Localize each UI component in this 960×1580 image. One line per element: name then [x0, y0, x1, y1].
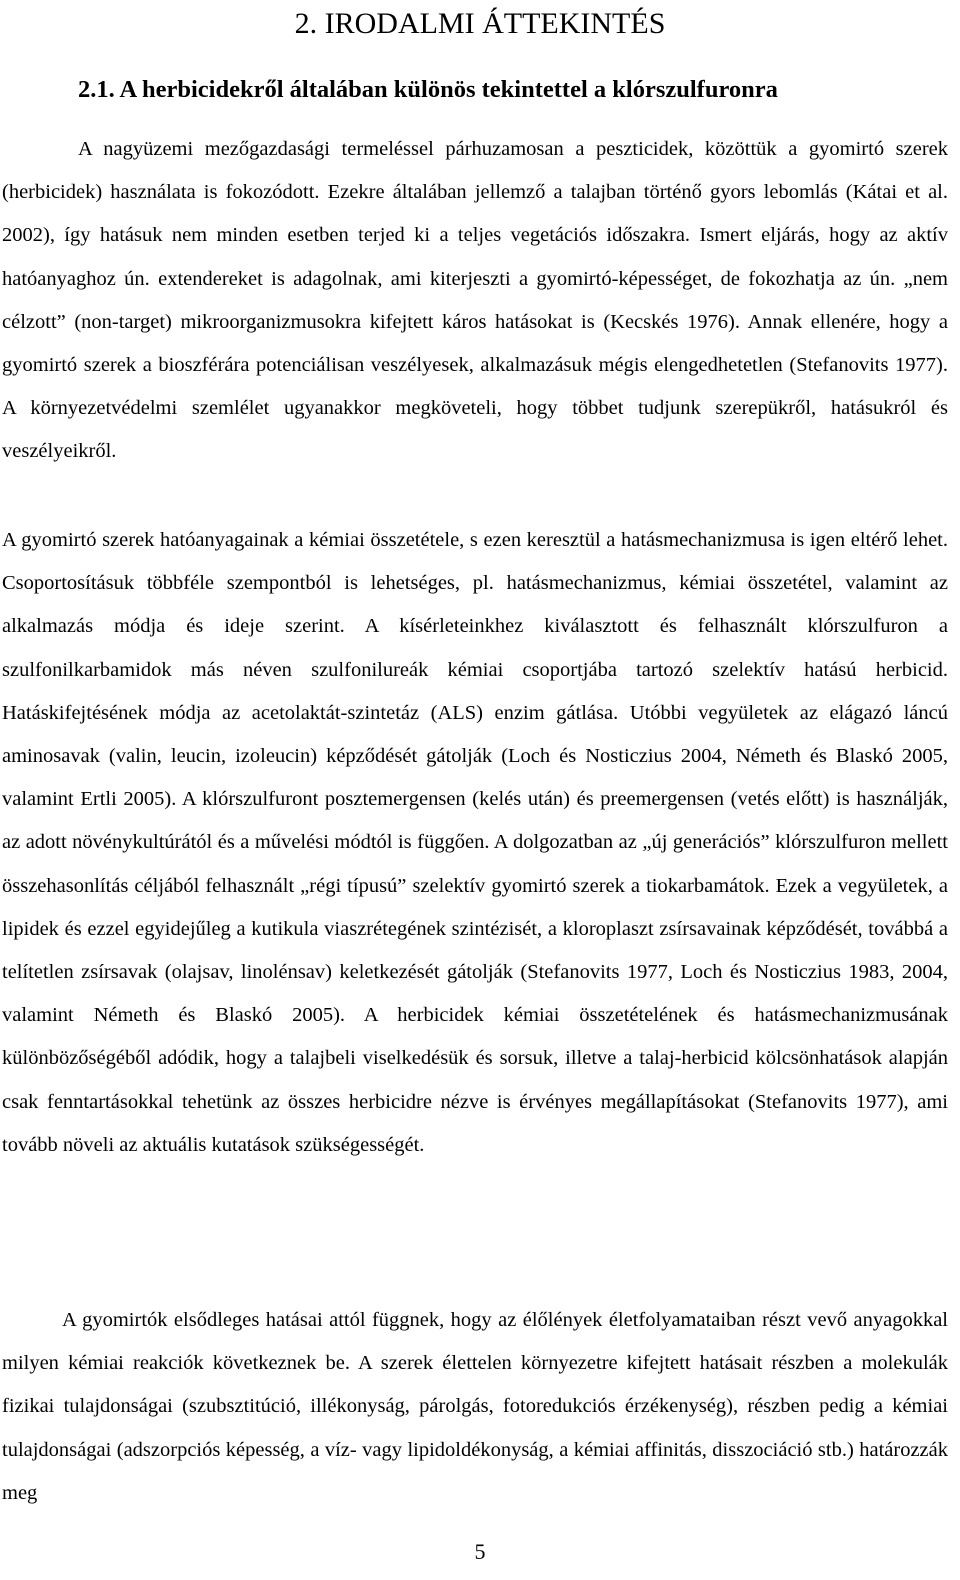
chapter-title: 2. IRODALMI ÁTTEKINTÉS: [294, 7, 666, 40]
body-paragraph: A gyomirtó szerek hatóanyagainak a kémiai összetétele, s ezen keresztül a hatásmechanizmusa is igen eltérő lehet. Csoportosításuk többféle szempontból is lehetséges, pl. hatásmechanizmus, kémiai összetétel, valamint az alkalmazás módja és ideje szerint. A kísérleteinkhez kiválasztott és felhasznált klórszulfuron a szulfonilkarbamidok más néven szulfonilureák kémiai csoportjába tartozó szelektív hatású herbicid. Hatáskifejtésének módja az acetolaktát-szintetáz (ALS) enzim gátlása. Utóbbi vegyületek az elágazó láncú aminosavak (valin, leucin, izoleucin) képződését gátolják (Loch és Nosticzius 2004, Németh és Blaskó 2005, valamint Ertli 2005). A klórszulfuront posztemergensen (kelés után) és preemergensen (vetés előtt) is használják, az adott növénykultúrától és a művelési módtól is függően. A dolgozatban az „új generációs” klórszulfuron mellett összehasonlítás céljából felhasznált „régi típusú” szelektív gyomirtó szerek a tiokarbamátok. Ezek a vegyületek, a lipidek és ezzel egyidejűleg a kutikula viaszrétegének szintézisét, a kloroplaszt zsírsavainak képződését, továbbá a telítetlen zsírsavak (olajsav, linolénsav) keletkezését gátolják (Stefanovits 1977, Loch és Nosticzius 1983, 2004, valamint Németh és Blaskó 2005). A herbicidek kémiai összetételének és hatásmechanizmusának különbözőségéből adódik, hogy a talajbeli viselkedésük és sorsuk, illetve a talaj-herbicid kölcsönhatások alapján csak fenntartásokkal tehetünk az összes herbicidre nézve is érvényes megállapításokat (Stefanovits 1977), ami tovább növeli az aktuális kutatások szükségességét.: [2, 529, 948, 1156]
body-paragraph: A gyomirtók elsődleges hatásai attól függnek, hogy az élőlények életfolyamataiban részt vevő anyagokkal milyen kémiai reakciók következnek be. A szerek élettelen környezetre kifejtett hatásait részben a molekulák fizikai tulajdonságai (szubsztitúció, illékonyság, párolgás, fotoredukciós érzékenység), részben pedig a kémiai tulajdonságai (adszorpciós képesség, a víz- vagy lipidoldékonyság, a kémiai affinitás, disszociáció stb.) határozzák meg: [2, 1309, 948, 1504]
page-number: 5: [474, 1539, 486, 1564]
section-title: 2.1. A herbicidekről általában különös tekintettel a klórszulfuronra: [78, 76, 778, 103]
body-paragraph: A nagyüzemi mezőgazdasági termeléssel párhuzamosan a peszticidek, közöttük a gyomirtó szerek (herbicidek) használata is fokozódott. Ezekre általában jellemző a talajban történő gyors lebomlás (Kátai et al. 2002), így hatásuk nem minden esetben terjed ki a teljes vegetációs időszakra. Ismert eljárás, hogy az aktív hatóanyaghoz ún. extendereket is adagolnak, ami kiterjeszti a gyomirtó-képességet, de fokozhatja az ún. „nem célzott” (non-target) mikroorganizmusokra kifejtett káros hatásokat is (Kecskés 1976). Annak ellenére, hogy a gyomirtó szerek a bioszférára potenciálisan veszélyesek, alkalmazásuk mégis elengedhetetlen (Stefanovits 1977). A környezetvédelmi szemlélet ugyanakkor megköveteli, hogy többet tudjunk szerepükről, hatásukról és veszélyeikről.: [2, 138, 948, 463]
